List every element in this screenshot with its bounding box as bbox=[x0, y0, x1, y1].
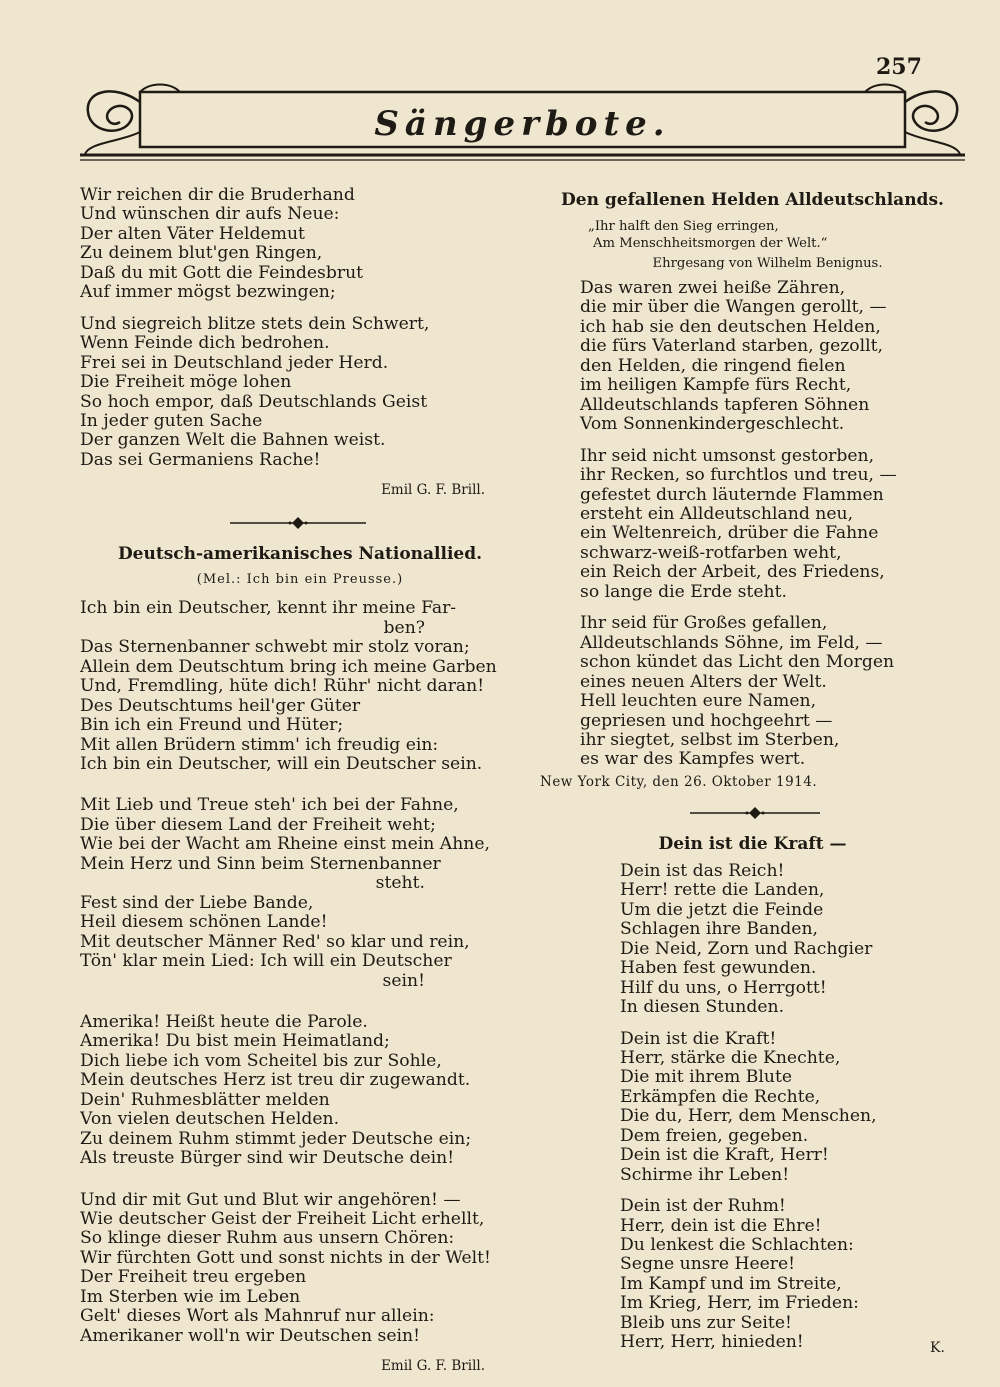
poem-line: Mit Lieb und Treue steh' ich bei der Fahne, bbox=[80, 795, 459, 816]
poem-line: Und siegreich blitze stets dein Schwert, bbox=[80, 313, 430, 334]
poem-line: die mir über die Wangen gerollt, — bbox=[580, 297, 887, 318]
poem-line: Der alten Väter Heldemut bbox=[80, 223, 305, 244]
poem-line: Dich liebe ich vom Scheitel bis zur Sohle, bbox=[80, 1050, 442, 1071]
poem-subtitle: (Mel.: Ich bin ein Preusse.) bbox=[196, 572, 404, 588]
right-poem2-stanza2 bbox=[540, 1030, 965, 1186]
poem-line: Amerika! Heißt heute die Parole. bbox=[80, 1011, 368, 1032]
page-number: 257 bbox=[876, 54, 922, 80]
poem-line: Dein ist die Kraft! bbox=[620, 1028, 777, 1049]
poem-line: gefestet durch läuternde Flammen bbox=[580, 484, 884, 505]
poem-line: Erkämpfen die Rechte, bbox=[620, 1086, 821, 1107]
poem-line: Schlagen ihre Banden, bbox=[620, 919, 818, 940]
left-poem2-stanza1 bbox=[80, 599, 520, 774]
poem-line: eines neuen Alters der Welt. bbox=[580, 671, 827, 692]
right-poem1-stanza2 bbox=[540, 447, 965, 603]
poem-line: Herr, Herr, hinieden! bbox=[620, 1332, 804, 1353]
poem-line: Bleib uns zur Seite! bbox=[620, 1312, 792, 1333]
poem-line: Dein ist die Kraft, Herr! bbox=[620, 1145, 829, 1166]
poem-line: Mein deutsches Herz ist treu dir zugewandt. bbox=[80, 1070, 471, 1091]
poem-line: Von vielen deutschen Helden. bbox=[80, 1109, 340, 1130]
poem-line: ein Weltenreich, drüber die Fahne bbox=[580, 523, 879, 544]
poem-line: Das Sternenbanner schwebt mir stolz voran; bbox=[80, 637, 470, 658]
poem-line: Wie deutscher Geist der Freiheit Licht erhellt, bbox=[80, 1209, 485, 1230]
poem-line: schon kündet das Licht den Morgen bbox=[580, 652, 895, 673]
poem-line: Ich bin ein Deutscher, will ein Deutscher sein. bbox=[80, 753, 483, 774]
poem-line: ihr siegtet, selbst im Sterben, bbox=[580, 729, 840, 750]
poem-line: In diesen Stunden. bbox=[620, 997, 785, 1018]
poem-line: gepriesen und hochgeehrt — bbox=[580, 710, 833, 731]
right-poem1-stanza1 bbox=[540, 279, 965, 435]
poem-line: so lange die Erde steht. bbox=[580, 581, 787, 602]
section-divider bbox=[80, 510, 520, 536]
poem-line: Des Deutschtums heil'ger Güter bbox=[80, 695, 361, 716]
poem-line: Bin ich ein Freund und Hüter; bbox=[80, 715, 344, 736]
poem-line: So klinge dieser Ruhm aus unsern Chören: bbox=[80, 1228, 455, 1249]
left-poem1-stanza1 bbox=[80, 186, 520, 303]
masthead bbox=[80, 82, 965, 162]
poem-line: Mit allen Brüdern stimm' ich freudig ein: bbox=[80, 734, 439, 755]
poem-line: Haben fest gewunden. bbox=[620, 958, 817, 979]
poem-line: Die über diesem Land der Freiheit weht; bbox=[80, 814, 436, 835]
poem-line: Der Freiheit treu ergeben bbox=[80, 1267, 307, 1288]
poem-line: Allein dem Deutschtum bring ich meine Garben bbox=[80, 656, 497, 677]
poem-line: Dein ist das Reich! bbox=[620, 860, 785, 881]
poem-line: Schirme ihr Leben! bbox=[620, 1164, 790, 1185]
poem-line: Alldeutschlands Söhne, im Feld, — bbox=[580, 632, 883, 653]
poem-line: ein Reich der Arbeit, des Friedens, bbox=[580, 562, 885, 583]
poem-line: Im Kampf und im Streite, bbox=[620, 1273, 842, 1294]
poem-line: Tön' klar mein Lied: Ich will ein Deutscher bbox=[80, 951, 452, 972]
poem-line: Ihr seid für Großes gefallen, bbox=[580, 613, 828, 634]
right-poem2-stanza3 bbox=[540, 1197, 965, 1353]
poem-line: den Helden, die ringend fielen bbox=[580, 355, 846, 376]
poem-line: Mein Herz und Sinn beim Sternenbanner bbox=[80, 853, 441, 874]
poem-line: die fürs Vaterland starben, gezollt, bbox=[580, 336, 884, 357]
left-poem2-stanza4 bbox=[80, 1191, 520, 1347]
poem-line: Wir reichen dir die Bruderhand bbox=[80, 185, 355, 205]
left-poem1-stanza2 bbox=[80, 315, 520, 471]
poem-line: Fest sind der Liebe Bande, bbox=[80, 892, 314, 913]
poem-line: Herr, dein ist die Ehre! bbox=[620, 1215, 822, 1236]
poem-line: Das sei Germaniens Rache! bbox=[80, 449, 321, 470]
poem-line: Auf immer mögst bezwingen; bbox=[80, 282, 336, 303]
poem-line: Herr! rette die Landen, bbox=[620, 880, 825, 901]
poem-title: Deutsch-amerikanisches Nationallied. bbox=[117, 544, 483, 565]
poem-line: Die mit ihrem Blute bbox=[620, 1067, 793, 1088]
poem-title: Dein ist die Kraft — bbox=[658, 833, 847, 854]
poem-line: Im Krieg, Herr, im Frieden: bbox=[620, 1293, 859, 1314]
poem-line: Die Freiheit möge lohen bbox=[80, 372, 292, 393]
poem-line: Hilf du uns, o Herrgott! bbox=[620, 977, 827, 998]
poem-line: Wir fürchten Gott und sonst nichts in der Welt! bbox=[80, 1247, 491, 1268]
poem-line: Frei sei in Deutschland jeder Herd. bbox=[80, 352, 389, 373]
poem-line: es war des Kampfes wert. bbox=[580, 749, 806, 770]
epigraph-line: Am Menschheitsmorgen der Welt.“ bbox=[593, 236, 828, 251]
epigraph-line: „Ihr halft den Sieg erringen, bbox=[588, 219, 779, 234]
poem-line: Dein' Ruhmesblätter melden bbox=[80, 1089, 330, 1110]
section-divider bbox=[540, 800, 965, 826]
poem-line: Und wünschen dir aufs Neue: bbox=[80, 204, 340, 225]
epigraph bbox=[540, 218, 965, 252]
poem-line: Mit deutscher Männer Red' so klar und rein, bbox=[80, 931, 470, 952]
poem-line: Im Sterben wie im Leben bbox=[80, 1286, 301, 1307]
poem-line: sein! bbox=[382, 970, 425, 991]
poem-line: Und, Fremdling, hüte dich! Rühr' nicht daran! bbox=[80, 676, 485, 697]
poem-line: Wenn Feinde dich bedrohen. bbox=[80, 333, 330, 354]
poem-line: Dein ist der Ruhm! bbox=[620, 1196, 786, 1217]
poem-line: ersteht ein Alldeutschland neu, bbox=[580, 503, 854, 524]
poem-line: Der ganzen Welt die Bahnen weist. bbox=[80, 430, 386, 451]
poem-line: Als treuste Bürger sind wir Deutsche dein! bbox=[80, 1148, 455, 1169]
poem-line: Heil diesem schönen Lande! bbox=[80, 912, 328, 933]
poem-line: im heiligen Kampfe fürs Recht, bbox=[580, 375, 852, 396]
poem-line: Amerikaner woll'n wir Deutschen sein! bbox=[80, 1325, 420, 1346]
poem-line: Herr, stärke die Knechte, bbox=[620, 1047, 841, 1068]
poem-line: Alldeutschlands tapferen Söhnen bbox=[580, 394, 870, 415]
poem-line: Die Neid, Zorn und Rachgier bbox=[620, 938, 873, 959]
poem-line: Gelt' dieses Wort als Mahnruf nur allein: bbox=[80, 1306, 435, 1327]
right-column bbox=[540, 186, 965, 1365]
poem-line: ich hab sie den deutschen Helden, bbox=[580, 316, 881, 337]
right-poem2-stanza1 bbox=[540, 862, 965, 1018]
poem-line: Und dir mit Gut und Blut wir angehören! — bbox=[80, 1189, 461, 1210]
right-poem1-stanza3 bbox=[540, 614, 965, 770]
poem-line: Zu deinem blut'gen Ringen, bbox=[80, 243, 323, 264]
poem-line: Dem freien, gegeben. bbox=[620, 1125, 809, 1146]
poem-line: schwarz-weiß-rotfarben weht, bbox=[580, 542, 842, 563]
author-credit: Emil G. F. Brill. bbox=[381, 1358, 485, 1375]
poem-line: So hoch empor, daß Deutschlands Geist bbox=[80, 391, 428, 412]
poem-line: Die du, Herr, dem Menschen, bbox=[620, 1106, 877, 1127]
poem-line: Wie bei der Wacht am Rheine einst mein Ahne, bbox=[80, 834, 490, 855]
author-credit: Emil G. F. Brill. bbox=[381, 482, 485, 499]
poem-line: Das waren zwei heiße Zähren, bbox=[580, 278, 846, 298]
poem-line: Zu deinem Ruhm stimmt jeder Deutsche ein; bbox=[80, 1128, 472, 1149]
poem-line: Hell leuchten eure Namen, bbox=[580, 691, 817, 712]
poem-line: steht. bbox=[375, 873, 425, 894]
poem-title: Den gefallenen Helden Alldeutschlands. bbox=[561, 190, 944, 210]
poem-line: Segne unsre Heere! bbox=[620, 1254, 796, 1275]
left-column bbox=[80, 186, 520, 1386]
poem-line: Ich bin ein Deutscher, kennt ihr meine Far- bbox=[80, 598, 457, 619]
dateline: New York City, den 26. Oktober 1914. bbox=[540, 773, 818, 790]
epigraph-author: Ehrgesang von Wilhelm Benignus. bbox=[652, 256, 883, 271]
signoff: K. bbox=[930, 1340, 945, 1356]
poem-line: Um die jetzt die Feinde bbox=[620, 899, 824, 920]
poem-line: ihr Recken, so furchtlos und treu, — bbox=[580, 465, 897, 486]
poem-line: Du lenkest die Schlachten: bbox=[620, 1235, 854, 1256]
masthead-title: Sängerbote. bbox=[374, 104, 671, 144]
left-poem2-stanza3 bbox=[80, 1013, 520, 1169]
poem-line: In jeder guten Sache bbox=[80, 410, 263, 431]
left-poem2-stanza2 bbox=[80, 796, 520, 991]
poem-line: Amerika! Du bist mein Heimatland; bbox=[80, 1031, 390, 1052]
poem-line: Ihr seid nicht umsonst gestorben, bbox=[580, 445, 875, 466]
poem-line: Vom Sonnenkindergeschlecht. bbox=[580, 414, 845, 435]
poem-line: Daß du mit Gott die Feindesbrut bbox=[80, 262, 364, 283]
poem-line: ben? bbox=[383, 617, 425, 638]
